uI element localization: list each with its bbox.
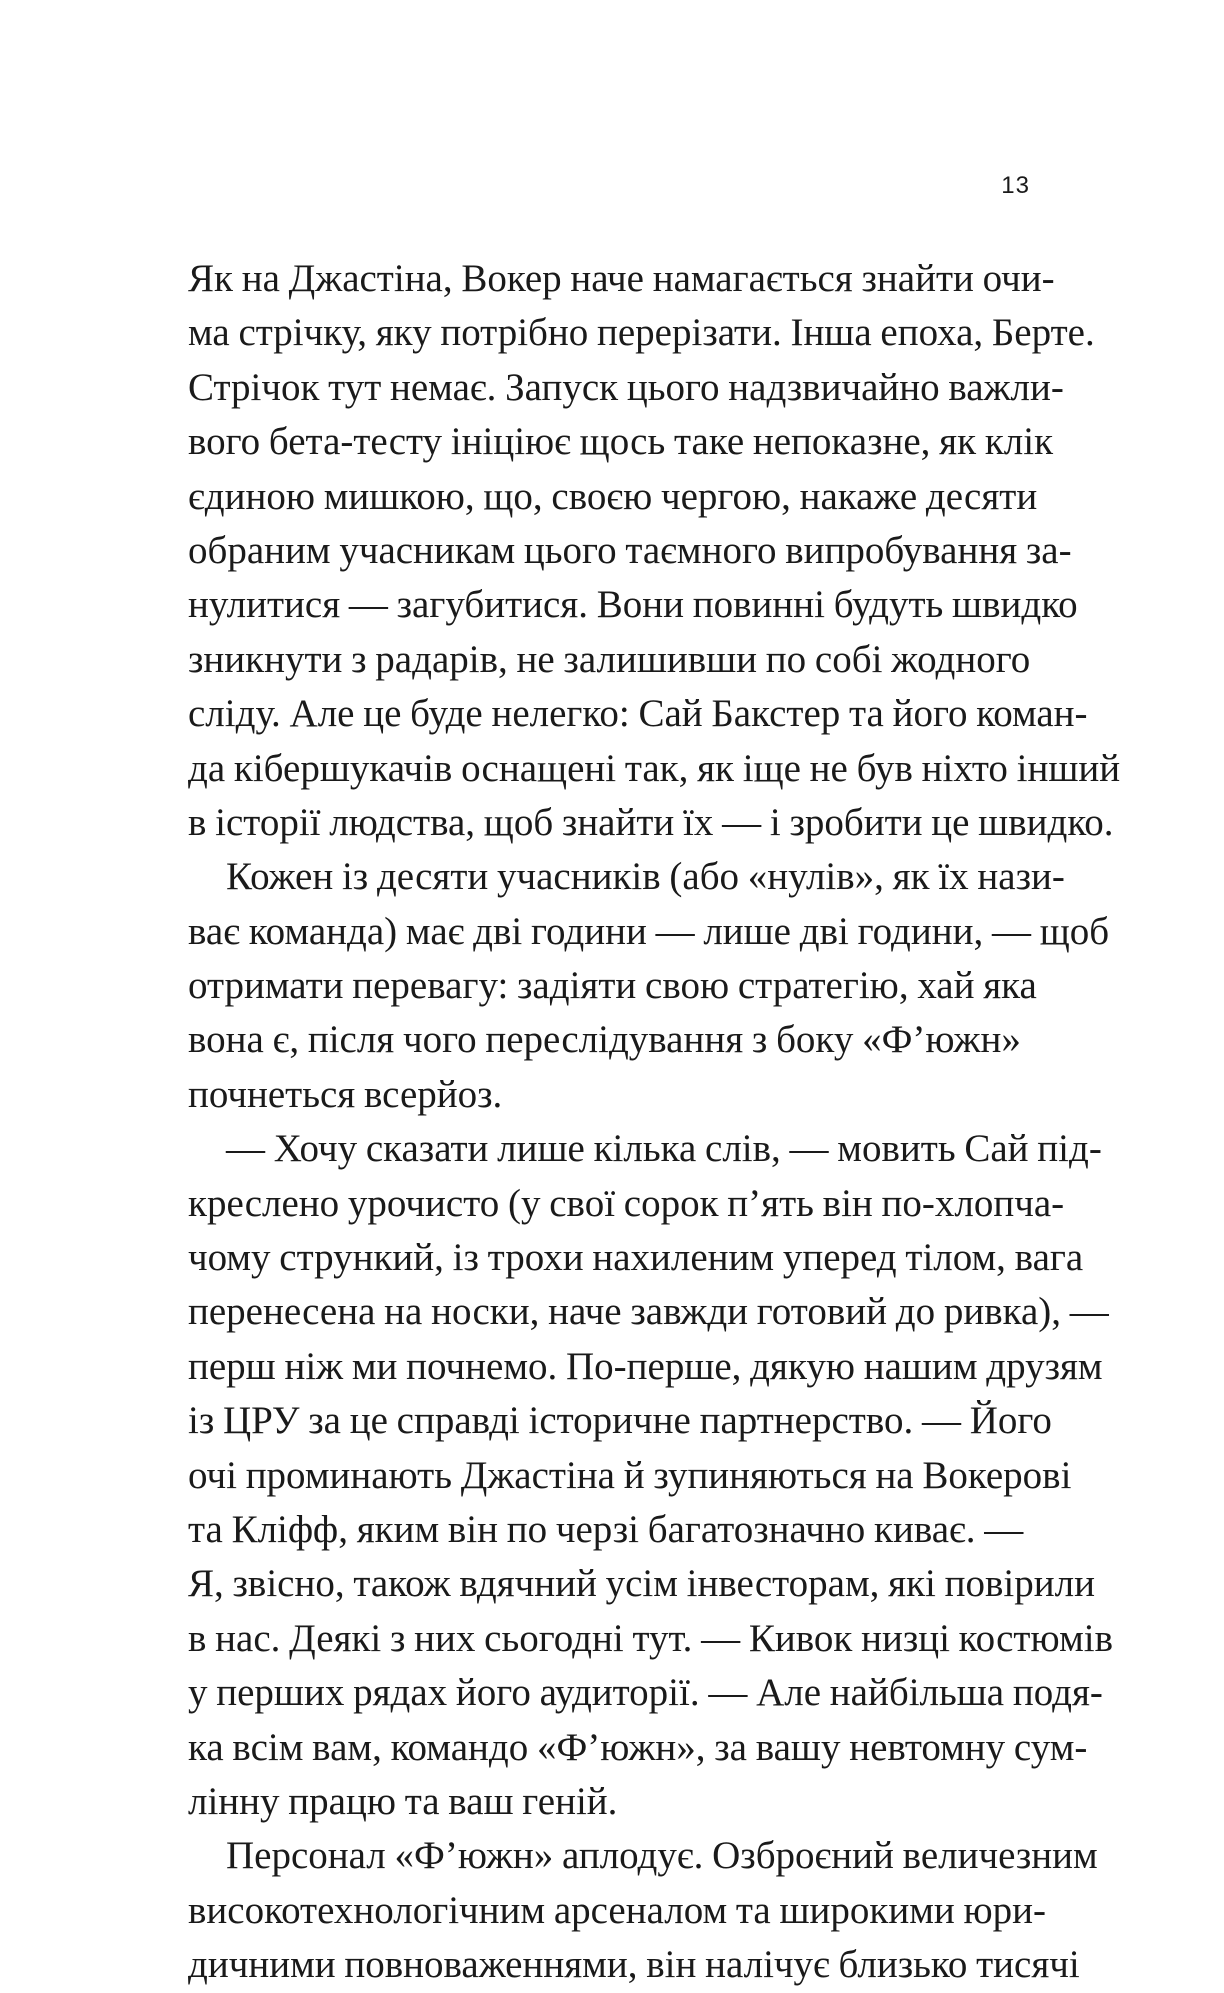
text-line: ває команда) має дві години — лише дві години, — щоб [188, 909, 1110, 953]
text-line: Кожен із десяти учасників (або «нулів», як їх нази- [226, 855, 1065, 899]
paragraph-1 [188, 252, 1121, 850]
text-line: Я, звісно, також вдячний усім інвесторам, які повірили [188, 1562, 1095, 1606]
text-line: перенесена на носки, наче завжди готовий до ривка), — [188, 1290, 1109, 1334]
text-line: вона є, після чого переслідування з боку «Ф’южн» [188, 1018, 1021, 1062]
text-line: в історії людства, щоб знайти їх — і зробити це швидко. [188, 800, 1114, 844]
text-line: єдиною мишкою, що, своєю чергою, накаже десяти [188, 474, 1038, 518]
text-line: зникнути з радарів, не залишивши по собі жодного [188, 637, 1031, 681]
text-line: чому стрункий, із трохи нахиленим уперед тілом, вага [188, 1236, 1084, 1280]
text-line: вого бета-тесту ініціює щось таке непоказне, як клік [188, 420, 1054, 464]
text-line: Стрічок тут немає. Запуск цього надзвичайно важли- [188, 365, 1064, 409]
text-line: нулитися — загубитися. Вони повинні будуть швидко [188, 583, 1078, 627]
text-line: отримати перевагу: задіяти свою стратегію, хай яка [188, 964, 1037, 1008]
page-body-text [188, 252, 1121, 1993]
text-line: в нас. Деякі з них сьогодні тут. — Кивок низці костюмів [188, 1616, 1114, 1660]
text-line: Персонал «Ф’южн» аплодує. Озброєний величезним [226, 1834, 1098, 1878]
text-line: у перших рядах його аудиторії. — Але найбільша подя- [188, 1671, 1103, 1715]
text-line: да кібершукачів оснащені так, як іще не був ніхто інший [188, 746, 1121, 790]
text-line: Як на Джастіна, Вокер наче намагається знайти очи- [188, 257, 1055, 300]
text-line: перш ніж ми почнемо. По-перше, дякую нашим друзям [188, 1344, 1103, 1388]
paragraph-2 [188, 850, 1110, 1122]
text-line: — Хочу сказати лише кілька слів, — мовить Сай під- [226, 1127, 1102, 1171]
text-line: ка всім вам, командо «Ф’южн», за вашу невтомну сум- [188, 1725, 1088, 1769]
text-line: лінну працю та ваш геній. [188, 1779, 618, 1823]
text-line: та Кліфф, яким він по черзі багатозначно киває. — [188, 1507, 1024, 1551]
text-line: почнеться всерйоз. [188, 1072, 503, 1116]
paragraph-4 [188, 1829, 1098, 1992]
text-line: очі проминають Джастіна й зупиняються на Вокерові [188, 1453, 1072, 1497]
text-line: креслено урочисто (у свої сорок п’ять він по-хлопча- [188, 1181, 1065, 1225]
page-number: 13 [1001, 172, 1030, 199]
text-line: сліду. Але це буде нелегко: Сай Бакстер та його коман- [188, 692, 1088, 736]
text-line: із ЦРУ за це справді історичне партнерство. — Його [188, 1399, 1052, 1443]
text-line: дичними повноваженнями, він налічує близько тисячі [188, 1943, 1080, 1987]
text-line: ма стрічку, яку потрібно перерізати. Інша епоха, Берте. [188, 311, 1095, 355]
paragraph-3 [188, 1122, 1114, 1829]
text-line: високотехнологічним арсеналом та широкими юри- [188, 1888, 1046, 1932]
text-line: обраним учасникам цього таємного випробування за- [188, 528, 1072, 572]
